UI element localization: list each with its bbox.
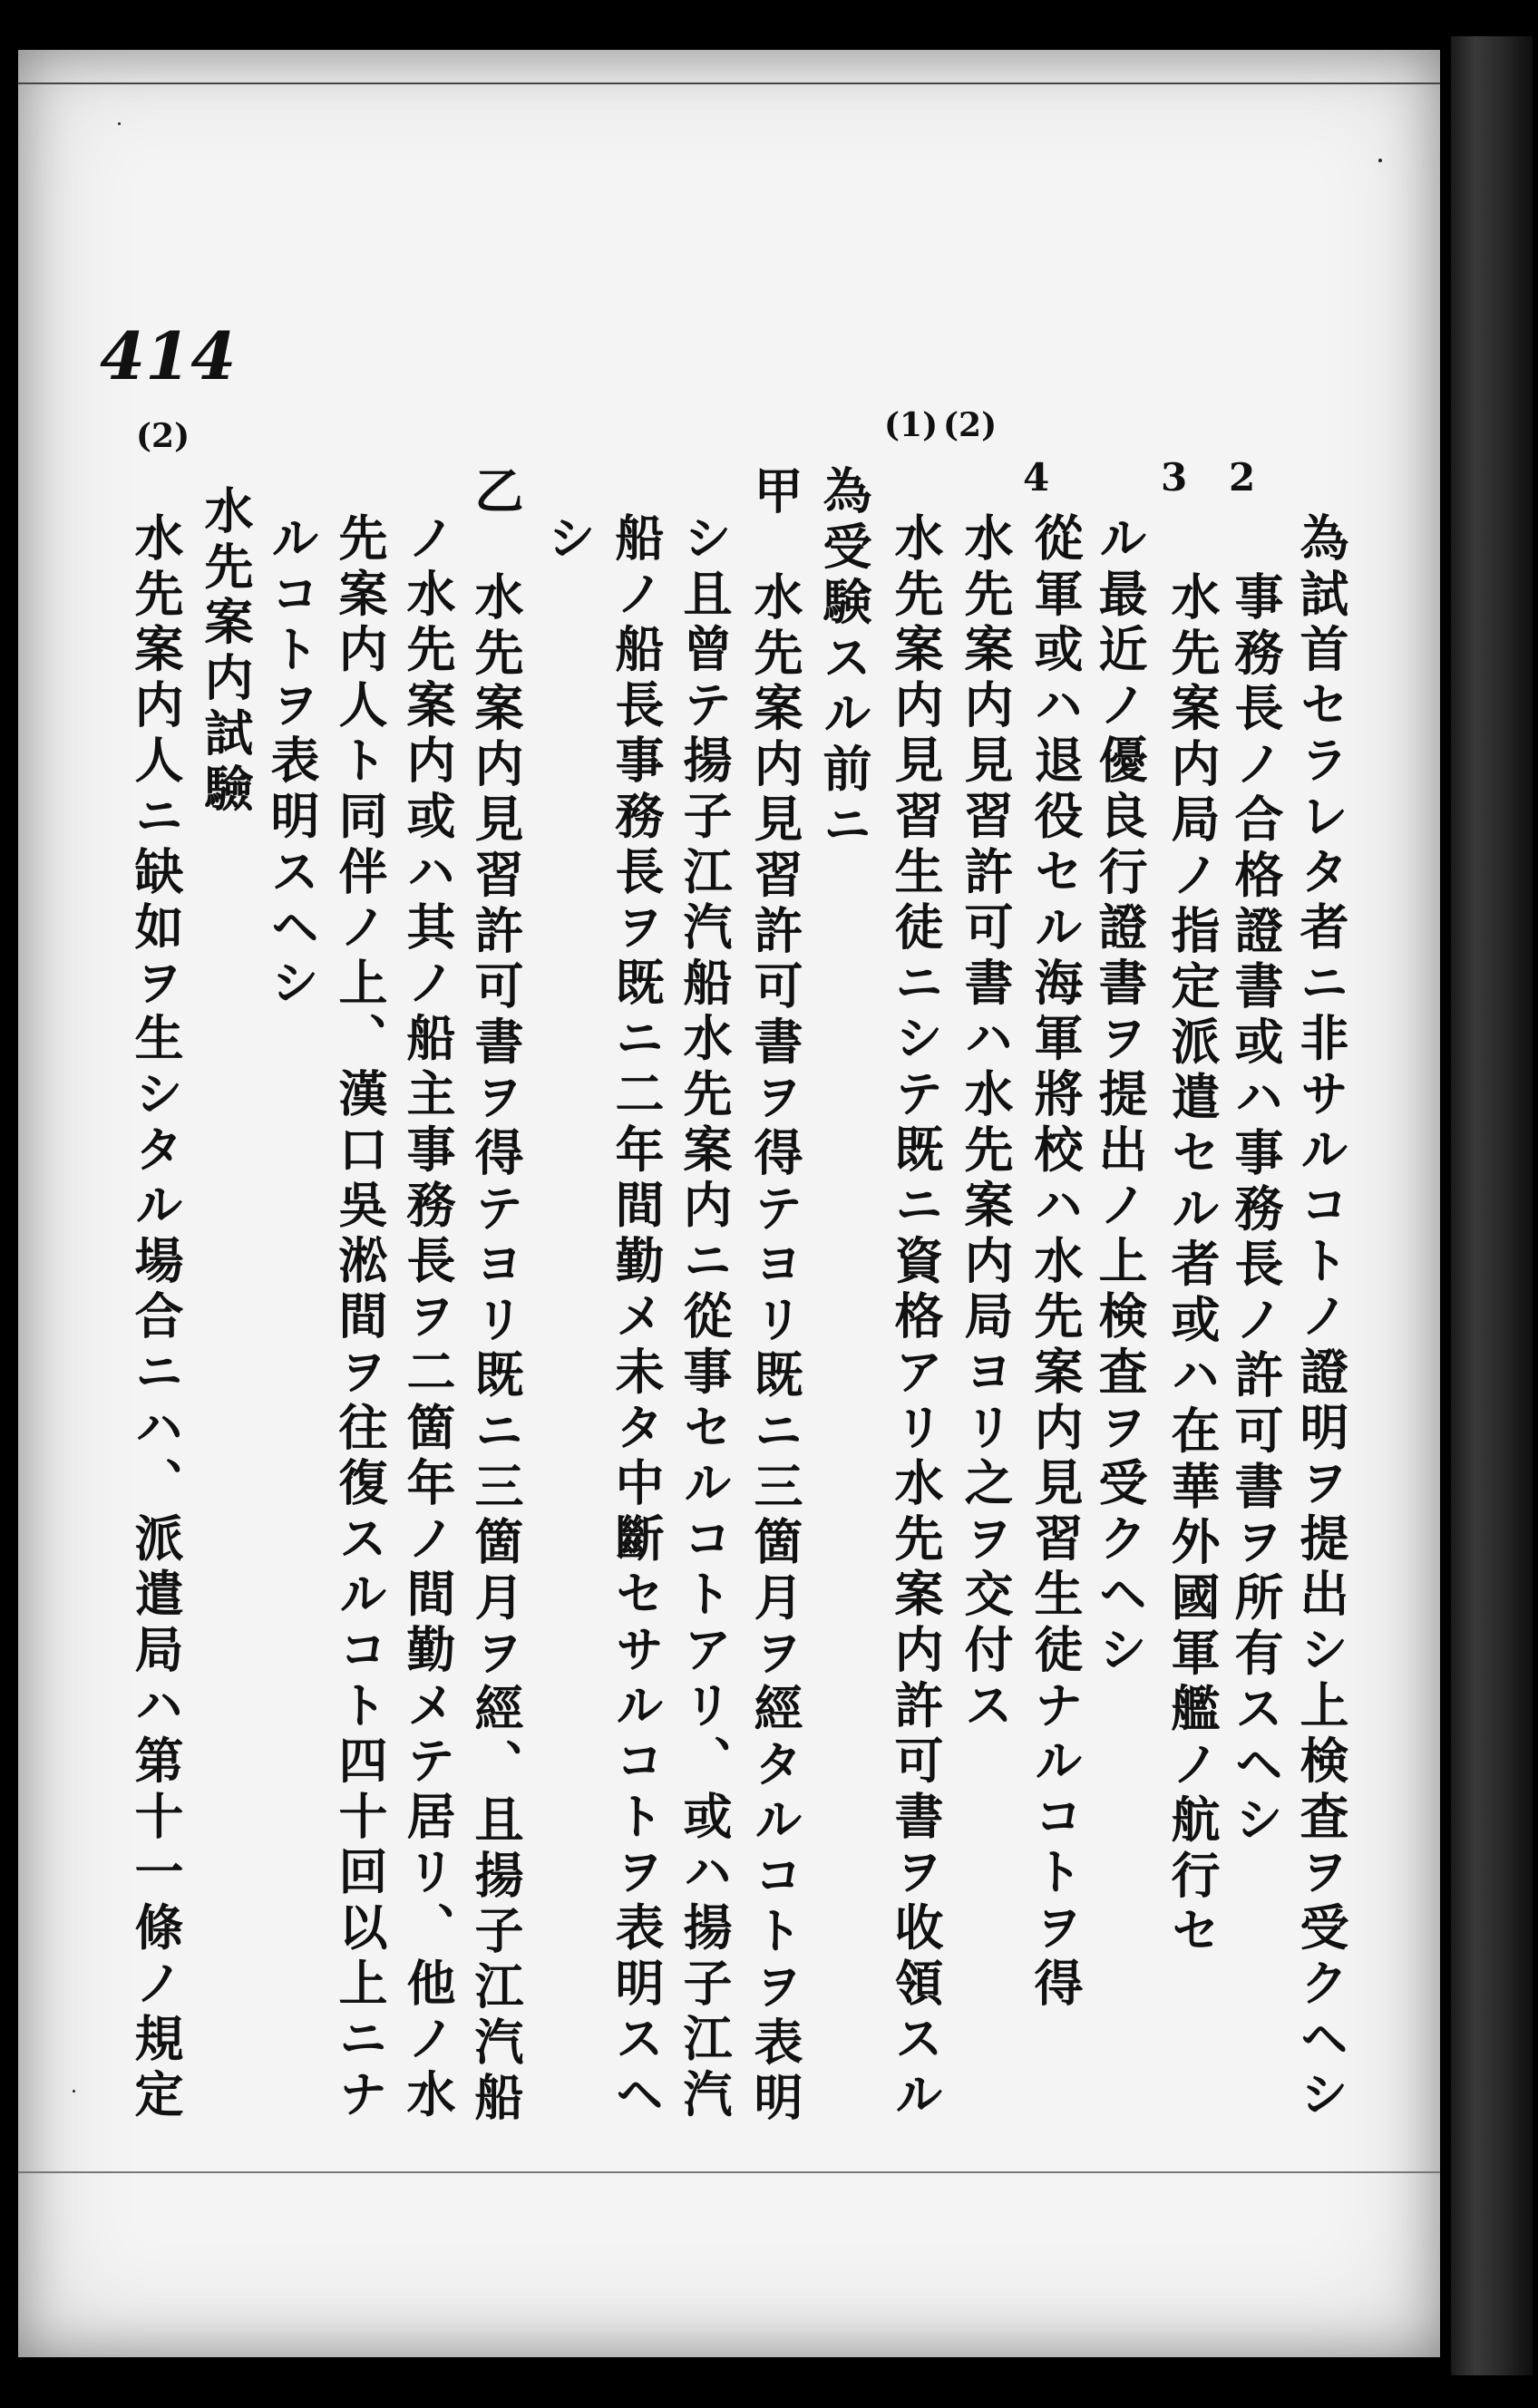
text-column: 先案内人ト同伴ノ上、漢口吳淞間ヲ往復スルコト四十回以上ニナ <box>331 512 389 2124</box>
section-label-kou: 甲 <box>746 465 804 521</box>
speckle <box>118 122 121 125</box>
handwritten-page-number: 414 <box>100 317 237 394</box>
text-column: 水先案内局ノ指定派遣セル者或ハ在華外國軍艦ノ航行セ <box>1163 571 1222 1961</box>
text-column: シ <box>540 512 598 568</box>
text-column: ルコトヲ表明スヘシ <box>263 512 321 1013</box>
text-column: シ且曾テ揚子江汽船水先案内ニ從事セルコトアリ、或ハ揚子江汽 <box>676 512 734 2124</box>
text-column: 從軍或ハ退役セル海軍將校ハ水先案内見習生徒ナルコトヲ得 <box>1027 512 1085 2014</box>
text-column: ノ水先案内或ハ其ノ船主事務長ヲ二箇年ノ間勤メテ居リ、他ノ水 <box>399 512 457 2124</box>
paren-ref-1: (1) <box>884 406 939 444</box>
speckle <box>1378 159 1382 162</box>
section-heading: 水先案内試驗 <box>197 485 255 819</box>
bottom-border-line <box>18 2171 1440 2173</box>
text-column: 水先案内見習許可書ハ水先案内局ヨリ之ヲ交付ス <box>957 512 1015 1735</box>
item-number-3: 3 <box>1161 455 1188 500</box>
text-column: 為試首セラレタ者ニ非サルコトノ證明ヲ提出シ上検査ヲ受クヘシ <box>1292 512 1350 2124</box>
text-column: ル最近ノ優良行證書ヲ提出ノ上検査ヲ受クヘシ <box>1091 512 1149 1680</box>
paren-ref-2: (2) <box>943 406 998 444</box>
item-number-2: 2 <box>1229 455 1256 500</box>
text-column: 船ノ船長事務長ヲ既ニ二年間勤メ未タ中斷セサルコトヲ表明スヘ <box>608 512 666 2124</box>
section-label-otsu: 乙 <box>467 465 525 521</box>
text-column: 水先案内人ニ缺如ヲ生シタル場合ニハ、派遣局ハ第十一條ノ規定 <box>127 512 185 2124</box>
speckle <box>73 2090 75 2092</box>
text-column: 事務長ノ合格證書或ハ事務長ノ許可書ヲ所有スヘシ <box>1227 571 1285 1850</box>
text-column: 水先案内見習許可書ヲ得テヨリ既ニ三箇月ヲ經、且揚子江汽船 <box>467 571 525 2128</box>
side-marker: (2) <box>136 417 190 455</box>
item-number-4: 4 <box>1023 455 1050 500</box>
text-column: 水先案内見習生徒ニシテ既ニ資格アリ水先案内許可書ヲ收領スル <box>887 512 945 2124</box>
text-column: 水先案内見習許可書ヲ得テヨリ既ニ三箇月ヲ經タルコトヲ表明 <box>746 571 804 2128</box>
adjacent-page-edge <box>1451 36 1533 2375</box>
text-column: 為受験スル前ニ <box>815 465 873 855</box>
top-border-line <box>18 83 1440 84</box>
